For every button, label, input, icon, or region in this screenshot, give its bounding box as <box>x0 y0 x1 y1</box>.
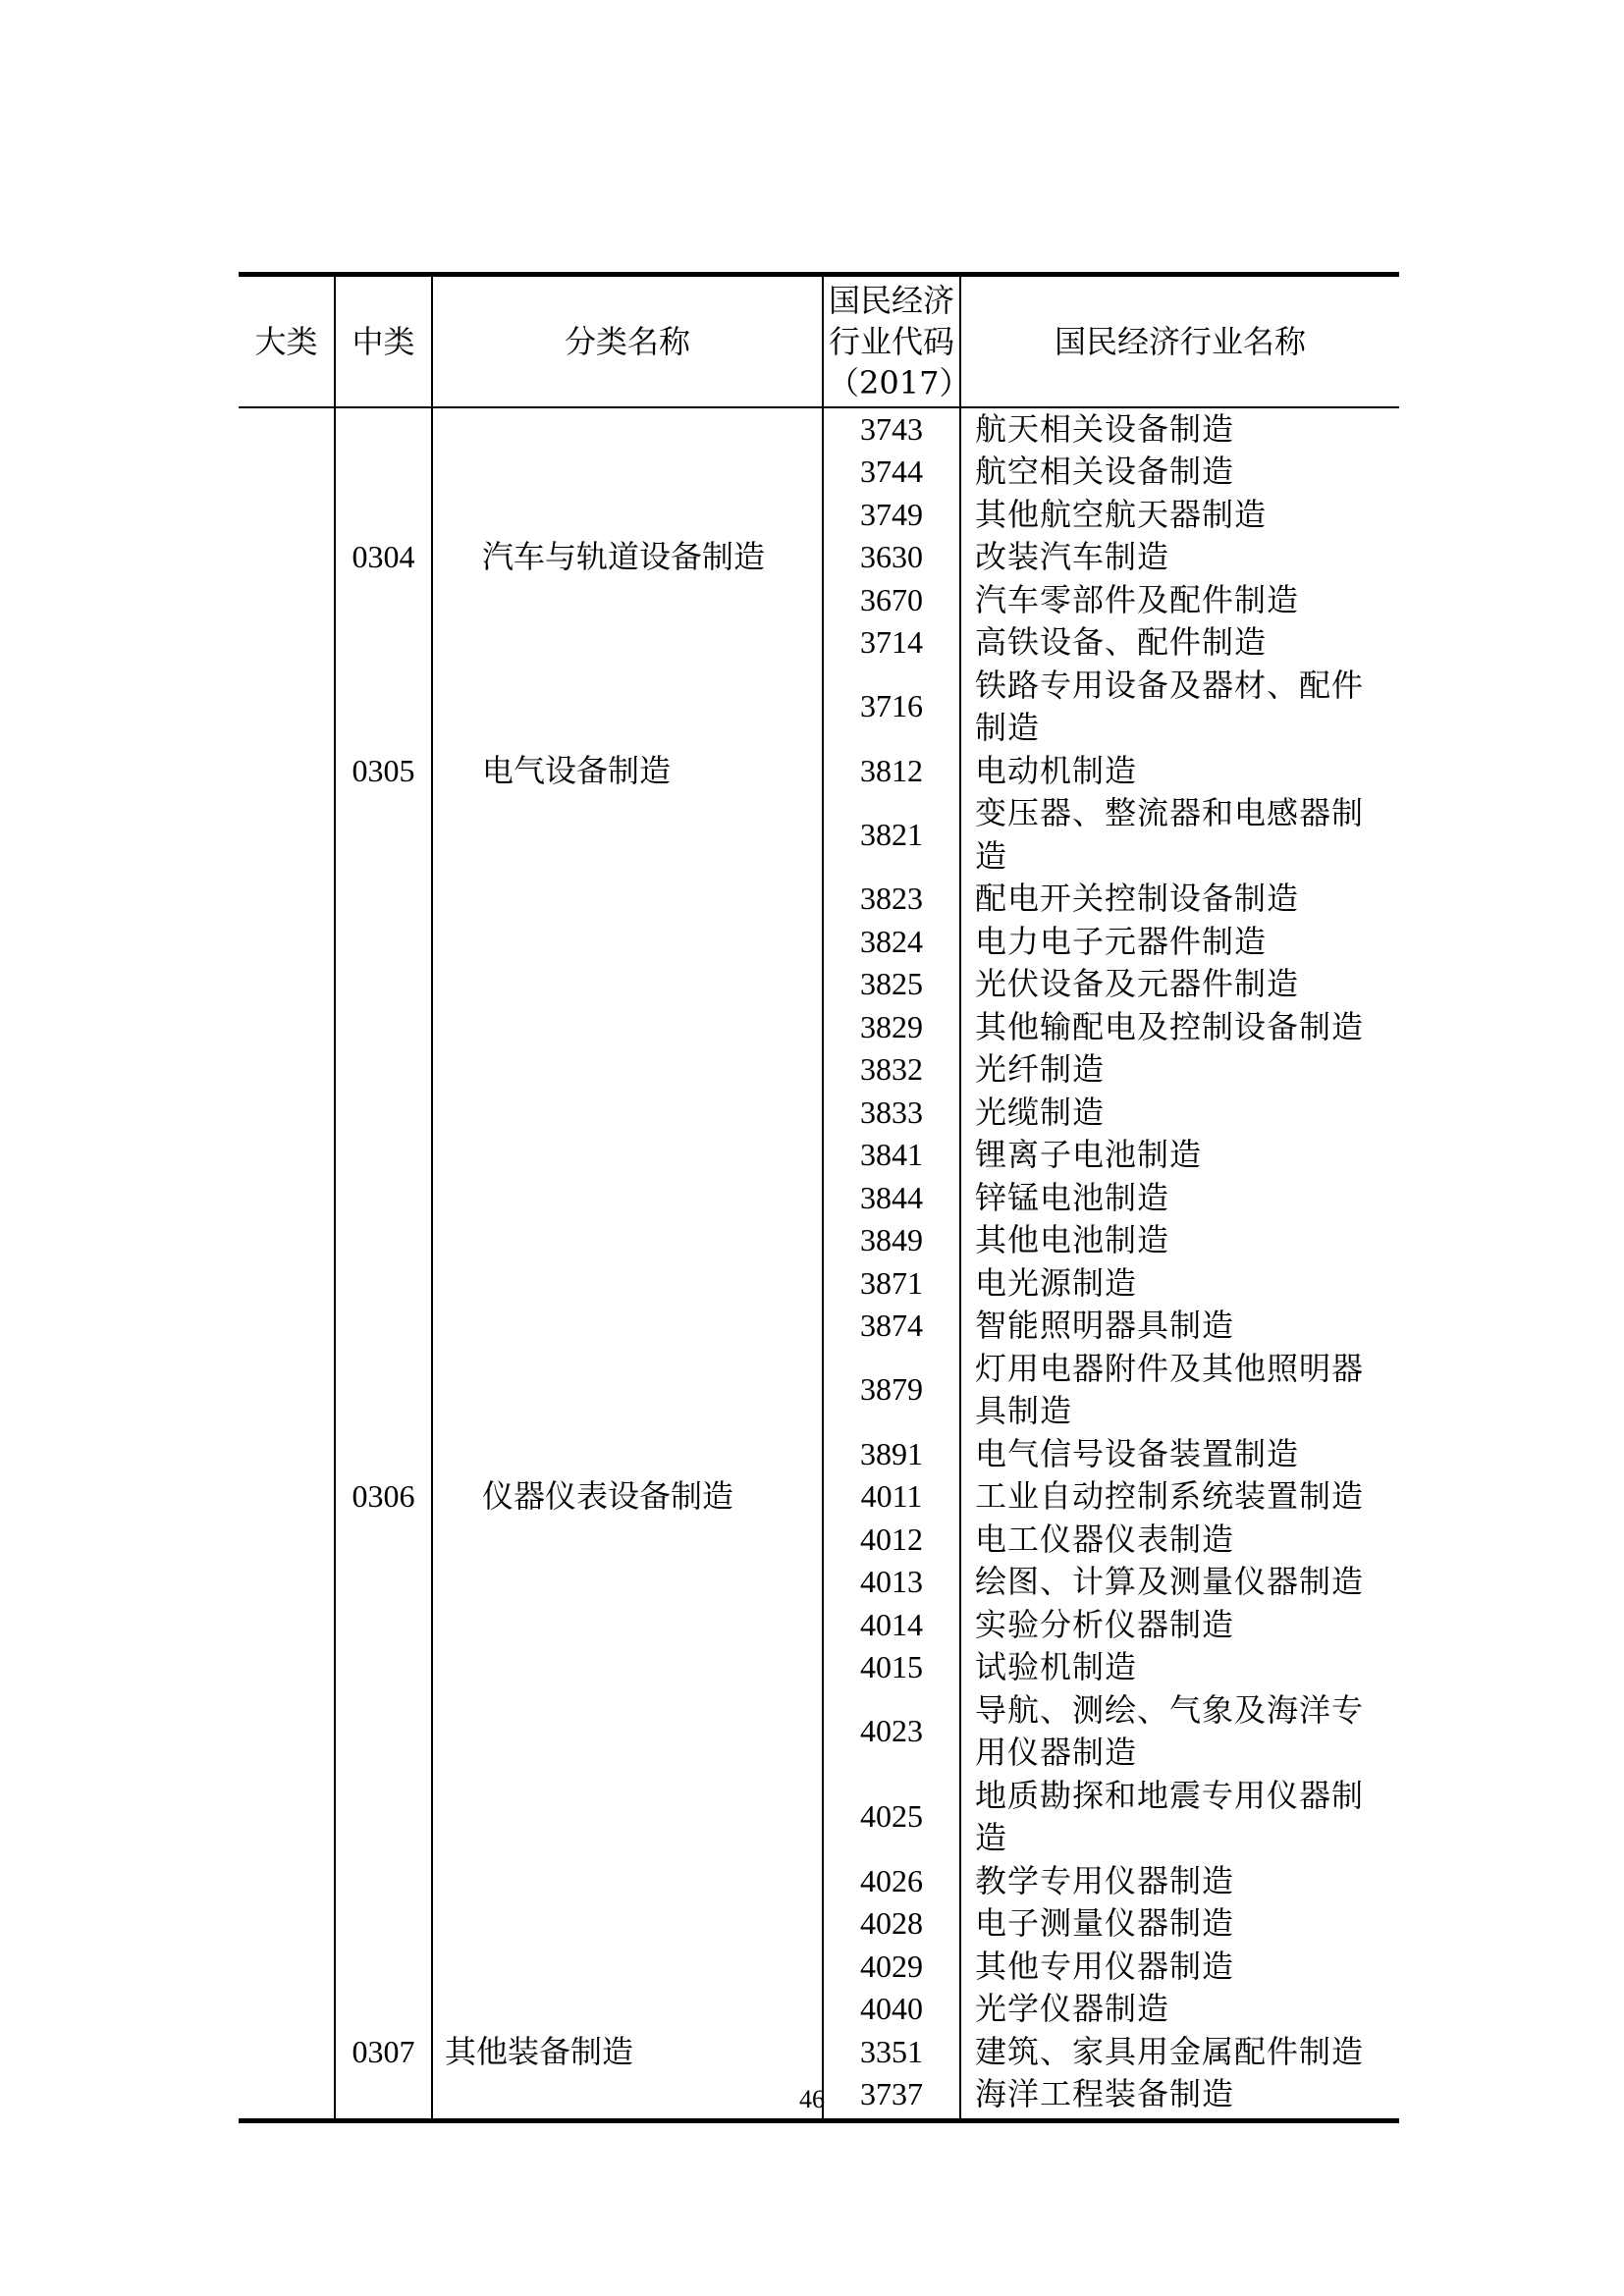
cell-class-name <box>432 1860 823 1903</box>
table-row <box>239 2031 1399 2074</box>
cell-industry-code: 3829 <box>823 1006 960 1049</box>
cell-industry-code: 3841 <box>823 1134 960 1177</box>
table-row <box>239 407 1399 452</box>
header-zhonglei: 中类 <box>335 275 432 407</box>
cell-zhonglei <box>335 579 432 622</box>
cell-industry-name: 试验机制造 <box>960 1646 1399 1689</box>
cell-industry-name: 锌锰电池制造 <box>960 1177 1399 1220</box>
cell-zhonglei <box>335 1348 432 1433</box>
header-class-name: 分类名称 <box>432 275 823 407</box>
cell-dalei <box>239 1433 335 1476</box>
table-row <box>239 451 1399 494</box>
cell-industry-code: 3714 <box>823 621 960 665</box>
cell-industry-name: 其他输配电及控制设备制造 <box>960 1006 1399 1049</box>
cell-class-name <box>432 1305 823 1348</box>
cell-dalei <box>239 1689 335 1775</box>
cell-industry-name: 光缆制造 <box>960 1092 1399 1135</box>
table-row <box>239 1348 1399 1433</box>
table-header <box>239 275 1399 407</box>
cell-industry-code: 4029 <box>823 1946 960 1989</box>
cell-industry-name: 光学仪器制造 <box>960 1988 1399 2031</box>
cell-dalei <box>239 407 335 452</box>
cell-dalei <box>239 1775 335 1860</box>
cell-zhonglei <box>335 494 432 537</box>
cell-dalei <box>239 1561 335 1604</box>
cell-industry-code: 4014 <box>823 1604 960 1647</box>
cell-zhonglei <box>335 1519 432 1562</box>
table-row <box>239 494 1399 537</box>
cell-industry-name: 其他航空航天器制造 <box>960 494 1399 537</box>
cell-class-name <box>432 1775 823 1860</box>
cell-dalei <box>239 963 335 1006</box>
cell-zhonglei <box>335 1646 432 1689</box>
cell-class-name <box>432 1262 823 1306</box>
cell-class-name <box>432 1946 823 1989</box>
cell-dalei <box>239 878 335 921</box>
cell-industry-code: 3737 <box>823 2073 960 2120</box>
cell-zhonglei <box>335 921 432 964</box>
cell-class-name <box>432 1219 823 1262</box>
table-row <box>239 1433 1399 1476</box>
cell-class-name <box>432 1519 823 1562</box>
cell-dalei <box>239 1262 335 1306</box>
cell-industry-code: 3844 <box>823 1177 960 1220</box>
cell-industry-code: 3812 <box>823 750 960 793</box>
cell-zhonglei <box>335 1433 432 1476</box>
table-row <box>239 963 1399 1006</box>
cell-dalei <box>239 1305 335 1348</box>
cell-class-name <box>432 1134 823 1177</box>
cell-industry-code: 4028 <box>823 1902 960 1946</box>
cell-zhonglei <box>335 451 432 494</box>
table-row <box>239 1988 1399 2031</box>
cell-zhonglei <box>335 1775 432 1860</box>
classification-table <box>239 272 1399 2123</box>
cell-industry-name: 其他电池制造 <box>960 1219 1399 1262</box>
table-row <box>239 1048 1399 1092</box>
header-dalei: 大类 <box>254 322 318 360</box>
cell-dalei <box>239 494 335 537</box>
cell-zhonglei <box>335 1902 432 1946</box>
cell-industry-code: 3716 <box>823 665 960 750</box>
cell-industry-name: 电工仪器仪表制造 <box>960 1519 1399 1562</box>
cell-industry-code: 4040 <box>823 1988 960 2031</box>
cell-industry-code: 3832 <box>823 1048 960 1092</box>
cell-class-name <box>432 1048 823 1092</box>
cell-dalei <box>239 1219 335 1262</box>
cell-industry-name: 航空相关设备制造 <box>960 451 1399 494</box>
page-number: 46 <box>799 2085 825 2113</box>
cell-class-name <box>432 878 823 921</box>
header-industry-code: 国民经济行业代码（2017） <box>823 275 960 407</box>
cell-dalei <box>239 1048 335 1092</box>
cell-industry-name: 工业自动控制系统装置制造 <box>960 1475 1399 1519</box>
cell-industry-name: 导航、测绘、气象及海洋专用仪器制造 <box>960 1689 1399 1775</box>
cell-class-name <box>432 1348 823 1433</box>
cell-class-name <box>432 451 823 494</box>
cell-industry-name: 电气信号设备装置制造 <box>960 1433 1399 1476</box>
cell-dalei <box>239 921 335 964</box>
cell-industry-name: 变压器、整流器和电感器制造 <box>960 792 1399 878</box>
cell-industry-code: 3879 <box>823 1348 960 1433</box>
cell-class-name <box>432 792 823 878</box>
cell-zhonglei <box>335 1561 432 1604</box>
cell-zhonglei <box>335 1988 432 2031</box>
cell-industry-name: 铁路专用设备及器材、配件制造 <box>960 665 1399 750</box>
table-row <box>239 1561 1399 1604</box>
cell-zhonglei <box>335 621 432 665</box>
cell-class-name <box>432 1902 823 1946</box>
cell-dalei <box>239 792 335 878</box>
cell-class-name <box>432 1177 823 1220</box>
table-row <box>239 1946 1399 1989</box>
table-row <box>239 1860 1399 1903</box>
table-row <box>239 792 1399 878</box>
cell-zhonglei <box>335 878 432 921</box>
cell-industry-code: 3749 <box>823 494 960 537</box>
cell-industry-code: 3874 <box>823 1305 960 1348</box>
cell-industry-name: 改装汽车制造 <box>960 536 1399 579</box>
cell-class-name <box>432 1433 823 1476</box>
cell-industry-name: 电子测量仪器制造 <box>960 1902 1399 1946</box>
cell-industry-name: 高铁设备、配件制造 <box>960 621 1399 665</box>
cell-industry-code: 3821 <box>823 792 960 878</box>
cell-industry-name: 光伏设备及元器件制造 <box>960 963 1399 1006</box>
cell-zhonglei <box>335 1048 432 1092</box>
cell-industry-name: 教学专用仪器制造 <box>960 1860 1399 1903</box>
cell-zhonglei: 0307 <box>335 2031 432 2074</box>
cell-industry-code: 3871 <box>823 1262 960 1306</box>
cell-class-name <box>432 1646 823 1689</box>
cell-industry-name: 实验分析仪器制造 <box>960 1604 1399 1647</box>
cell-dalei <box>239 1092 335 1135</box>
cell-dalei <box>239 1860 335 1903</box>
table-body <box>239 407 1399 2121</box>
cell-industry-name: 电光源制造 <box>960 1262 1399 1306</box>
cell-industry-code: 3630 <box>823 536 960 579</box>
table-row <box>239 1305 1399 1348</box>
cell-zhonglei: 0305 <box>335 750 432 793</box>
table-row <box>239 1006 1399 1049</box>
cell-industry-code: 3824 <box>823 921 960 964</box>
cell-dalei <box>239 1348 335 1433</box>
cell-dalei <box>239 621 335 665</box>
cell-zhonglei <box>335 963 432 1006</box>
cell-industry-code: 3670 <box>823 579 960 622</box>
table-row <box>239 921 1399 964</box>
cell-industry-name: 配电开关控制设备制造 <box>960 878 1399 921</box>
cell-dalei <box>239 2031 335 2074</box>
cell-dalei <box>239 1946 335 1989</box>
cell-dalei <box>239 536 335 579</box>
cell-zhonglei <box>335 1134 432 1177</box>
cell-zhonglei <box>335 1006 432 1049</box>
cell-dalei <box>239 1902 335 1946</box>
cell-zhonglei <box>335 1946 432 1989</box>
cell-zhonglei <box>335 1219 432 1262</box>
cell-industry-name: 智能照明器具制造 <box>960 1305 1399 1348</box>
cell-industry-name: 建筑、家具用金属配件制造 <box>960 2031 1399 2074</box>
cell-dalei <box>239 1006 335 1049</box>
cell-class-name: 电气设备制造 <box>432 750 823 793</box>
cell-industry-name: 汽车零部件及配件制造 <box>960 579 1399 622</box>
table-row <box>239 1646 1399 1689</box>
cell-zhonglei <box>335 792 432 878</box>
cell-dalei <box>239 451 335 494</box>
cell-class-name <box>432 665 823 750</box>
cell-dalei <box>239 1519 335 1562</box>
cell-industry-name: 绘图、计算及测量仪器制造 <box>960 1561 1399 1604</box>
cell-class-name <box>432 963 823 1006</box>
cell-dalei <box>239 579 335 622</box>
cell-industry-code: 3823 <box>823 878 960 921</box>
cell-industry-name: 地质勘探和地震专用仪器制造 <box>960 1775 1399 1860</box>
table-row <box>239 1475 1399 1519</box>
cell-dalei <box>239 1134 335 1177</box>
cell-class-name <box>432 921 823 964</box>
table-row <box>239 1689 1399 1775</box>
cell-zhonglei <box>335 1860 432 1903</box>
cell-class-name <box>432 494 823 537</box>
table-row <box>239 621 1399 665</box>
table-row <box>239 1092 1399 1135</box>
cell-class-name: 其他装备制造 <box>432 2031 823 2074</box>
cell-industry-code: 3744 <box>823 451 960 494</box>
table-row <box>239 1262 1399 1306</box>
cell-class-name <box>432 1604 823 1647</box>
cell-class-name: 仪器仪表设备制造 <box>432 1475 823 1519</box>
cell-zhonglei: 0306 <box>335 1475 432 1519</box>
cell-industry-name: 灯用电器附件及其他照明器具制造 <box>960 1348 1399 1433</box>
cell-dalei <box>239 750 335 793</box>
cell-industry-code: 3743 <box>823 407 960 452</box>
cell-dalei <box>239 1475 335 1519</box>
cell-industry-code: 3849 <box>823 1219 960 1262</box>
cell-zhonglei <box>335 1305 432 1348</box>
cell-zhonglei <box>335 1177 432 1220</box>
cell-industry-code: 4011 <box>823 1475 960 1519</box>
classification-table-container <box>239 272 1399 2123</box>
cell-zhonglei <box>335 665 432 750</box>
table-row <box>239 536 1399 579</box>
cell-class-name <box>432 1006 823 1049</box>
table-row <box>239 1604 1399 1647</box>
cell-zhonglei <box>335 1092 432 1135</box>
table-row <box>239 579 1399 622</box>
header-industry-name: 国民经济行业名称 <box>960 275 1399 407</box>
table-row <box>239 878 1399 921</box>
cell-class-name <box>432 579 823 622</box>
cell-industry-code: 4015 <box>823 1646 960 1689</box>
cell-dalei <box>239 665 335 750</box>
cell-class-name <box>432 621 823 665</box>
cell-industry-code: 3833 <box>823 1092 960 1135</box>
cell-industry-code: 3891 <box>823 1433 960 1476</box>
cell-zhonglei <box>335 1262 432 1306</box>
table-row <box>239 1219 1399 1262</box>
cell-dalei <box>239 1988 335 2031</box>
cell-dalei <box>239 1646 335 1689</box>
cell-industry-code: 4023 <box>823 1689 960 1775</box>
cell-class-name <box>432 1988 823 2031</box>
cell-industry-code: 4025 <box>823 1775 960 1860</box>
cell-industry-code: 4026 <box>823 1860 960 1903</box>
table-row <box>239 1775 1399 1860</box>
cell-industry-name: 海洋工程装备制造 <box>960 2073 1399 2120</box>
table-row <box>239 1134 1399 1177</box>
cell-industry-name: 电动机制造 <box>960 750 1399 793</box>
cell-industry-code: 4013 <box>823 1561 960 1604</box>
table-row <box>239 1177 1399 1220</box>
cell-class-name: 汽车与轨道设备制造 <box>432 536 823 579</box>
cell-dalei <box>239 1604 335 1647</box>
cell-industry-code: 3825 <box>823 963 960 1006</box>
cell-industry-name: 航天相关设备制造 <box>960 407 1399 452</box>
cell-class-name <box>432 1689 823 1775</box>
table-row <box>239 1902 1399 1946</box>
cell-zhonglei <box>335 1689 432 1775</box>
cell-industry-code: 4012 <box>823 1519 960 1562</box>
cell-zhonglei: 0304 <box>335 536 432 579</box>
cell-zhonglei <box>335 407 432 452</box>
cell-class-name <box>432 1561 823 1604</box>
cell-industry-code: 3351 <box>823 2031 960 2074</box>
table-row <box>239 1519 1399 1562</box>
table-row <box>239 750 1399 793</box>
cell-industry-name: 其他专用仪器制造 <box>960 1946 1399 1989</box>
cell-zhonglei <box>335 1604 432 1647</box>
cell-class-name <box>432 407 823 452</box>
cell-industry-name: 电力电子元器件制造 <box>960 921 1399 964</box>
table-row <box>239 665 1399 750</box>
cell-industry-name: 光纤制造 <box>960 1048 1399 1092</box>
cell-class-name <box>432 1092 823 1135</box>
cell-dalei <box>239 1177 335 1220</box>
cell-industry-name: 锂离子电池制造 <box>960 1134 1399 1177</box>
